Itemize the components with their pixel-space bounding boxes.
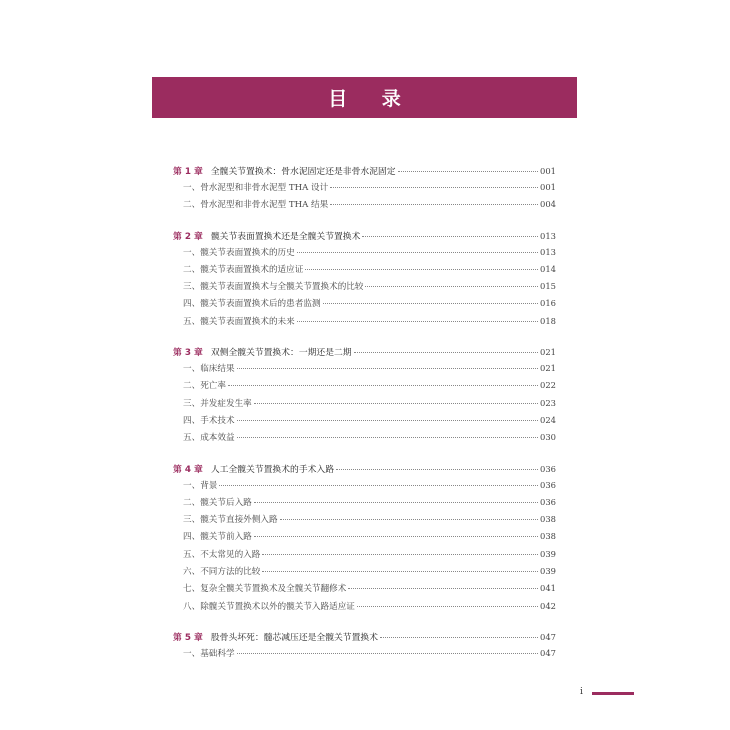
dot-leader bbox=[262, 554, 538, 555]
section-title: 二、死亡率 bbox=[183, 381, 226, 392]
chapter-entry[interactable] bbox=[173, 462, 556, 479]
section-title: 四、髋关节表面置换术后的患者监测 bbox=[183, 299, 321, 310]
dot-leader bbox=[330, 204, 538, 205]
dot-leader bbox=[237, 420, 538, 421]
dot-leader bbox=[362, 236, 538, 237]
dot-leader bbox=[254, 403, 538, 404]
chapter-entry[interactable] bbox=[173, 164, 556, 181]
section-title: 一、骨水泥型和非骨水泥型 THA 设计 bbox=[183, 183, 329, 193]
section-title: 一、髋关节表面置换术的历史 bbox=[183, 247, 295, 258]
toc-title-banner bbox=[152, 77, 577, 118]
section-entry[interactable] bbox=[173, 379, 556, 396]
dot-leader bbox=[237, 368, 538, 369]
section-entry[interactable] bbox=[173, 280, 556, 297]
section-title: 三、髋关节表面置换术与全髋关节置换术的比较 bbox=[183, 282, 364, 293]
section-title: 五、不太常见的入路 bbox=[183, 549, 261, 560]
section-title: 二、髋关节表面置换术的适应证 bbox=[183, 264, 304, 275]
chapter-title: 双侧全髋关节置换术：一期还是二期 bbox=[210, 348, 352, 359]
dot-leader bbox=[297, 321, 538, 322]
section-page-number: 021 bbox=[540, 363, 556, 374]
section-page-number: 018 bbox=[540, 315, 556, 326]
dot-leader bbox=[237, 437, 538, 438]
chapter-number: 第 5 章 bbox=[173, 632, 203, 643]
section-page-number: 039 bbox=[540, 548, 556, 559]
section-entry[interactable] bbox=[173, 548, 556, 565]
section-title: 二、髋关节后入路 bbox=[183, 497, 252, 508]
dot-leader bbox=[297, 252, 538, 253]
section-page-number: 036 bbox=[540, 479, 556, 490]
section-title: 三、并发症发生率 bbox=[183, 398, 252, 409]
chapter-block bbox=[173, 345, 556, 448]
section-entry[interactable] bbox=[173, 530, 556, 547]
dot-leader bbox=[357, 606, 538, 607]
dot-leader bbox=[323, 303, 538, 304]
section-entry[interactable] bbox=[173, 647, 556, 664]
dot-leader bbox=[330, 187, 538, 188]
section-title: 一、基础科学 bbox=[183, 648, 235, 659]
chapter-number: 第 4 章 bbox=[173, 464, 203, 475]
chapter-page-number: 047 bbox=[540, 631, 556, 642]
section-entry[interactable] bbox=[173, 431, 556, 448]
section-page-number: 039 bbox=[540, 566, 556, 577]
dot-leader bbox=[219, 485, 538, 486]
folio-accent-bar bbox=[592, 692, 634, 695]
section-page-number: 022 bbox=[540, 380, 556, 391]
section-page-number: 030 bbox=[540, 432, 556, 443]
section-page-number: 023 bbox=[540, 397, 556, 408]
chapter-entry[interactable] bbox=[173, 345, 556, 362]
dot-leader bbox=[354, 352, 538, 353]
section-entry[interactable] bbox=[173, 600, 556, 617]
section-entry[interactable] bbox=[173, 414, 556, 431]
dot-leader bbox=[365, 286, 538, 287]
table-of-contents bbox=[173, 164, 556, 677]
section-page-number: 036 bbox=[540, 496, 556, 507]
dot-leader bbox=[254, 502, 538, 503]
section-title: 七、复杂全髋关节置换术及全髋关节翻修术 bbox=[183, 584, 347, 595]
chapter-title: 全髋关节置换术：骨水泥固定还是非骨水泥固定 bbox=[210, 167, 396, 177]
section-page-number: 038 bbox=[540, 514, 556, 525]
chapter-entry[interactable] bbox=[173, 229, 556, 246]
dot-leader bbox=[305, 269, 538, 270]
section-title: 一、临床结果 bbox=[183, 364, 235, 375]
section-title: 二、骨水泥型和非骨水泥型 THA 结果 bbox=[183, 200, 329, 211]
chapter-page-number: 013 bbox=[540, 230, 556, 241]
section-entry[interactable] bbox=[173, 198, 556, 215]
section-title: 五、成本效益 bbox=[183, 433, 235, 444]
section-entry[interactable] bbox=[173, 315, 556, 332]
section-entry[interactable] bbox=[173, 565, 556, 582]
chapter-page-number: 036 bbox=[540, 463, 556, 474]
chapter-number: 第 2 章 bbox=[173, 231, 203, 242]
chapter-block bbox=[173, 229, 556, 332]
section-entry[interactable] bbox=[173, 181, 556, 198]
section-entry[interactable] bbox=[173, 246, 556, 263]
section-page-number: 001 bbox=[540, 182, 556, 192]
section-title: 一、背景 bbox=[183, 480, 218, 491]
chapter-page-number: 021 bbox=[540, 347, 556, 358]
dot-leader bbox=[398, 171, 538, 172]
page-title: 目 录 bbox=[328, 88, 415, 110]
dot-leader bbox=[228, 385, 538, 386]
dot-leader bbox=[237, 653, 538, 654]
section-entry[interactable] bbox=[173, 513, 556, 530]
section-title: 六、不同方法的比较 bbox=[183, 567, 261, 578]
chapter-entry[interactable] bbox=[173, 630, 556, 647]
section-entry[interactable] bbox=[173, 397, 556, 414]
section-entry[interactable] bbox=[173, 362, 556, 379]
chapter-number: 第 1 章 bbox=[173, 167, 203, 177]
chapter-page-number: 001 bbox=[540, 166, 556, 176]
section-page-number: 024 bbox=[540, 414, 556, 425]
dot-leader bbox=[262, 571, 538, 572]
dot-leader bbox=[380, 637, 538, 638]
chapter-number: 第 3 章 bbox=[173, 348, 203, 359]
chapter-block bbox=[173, 462, 556, 617]
section-page-number: 041 bbox=[540, 583, 556, 594]
chapter-title: 股骨头坏死：髓芯减压还是全髋关节置换术 bbox=[210, 632, 378, 643]
section-entry[interactable] bbox=[173, 582, 556, 599]
section-page-number: 047 bbox=[540, 647, 556, 658]
chapter-title: 髋关节表面置换术还是全髋关节置换术 bbox=[210, 231, 361, 242]
chapter-block bbox=[173, 164, 556, 216]
section-page-number: 014 bbox=[540, 263, 556, 274]
section-page-number: 042 bbox=[540, 600, 556, 611]
section-page-number: 015 bbox=[540, 281, 556, 292]
dot-leader bbox=[348, 588, 538, 589]
dot-leader bbox=[336, 469, 538, 470]
section-page-number: 004 bbox=[540, 199, 556, 210]
section-page-number: 038 bbox=[540, 531, 556, 542]
dot-leader bbox=[254, 536, 538, 537]
section-page-number: 016 bbox=[540, 298, 556, 309]
section-title: 五、髋关节表面置换术的未来 bbox=[183, 316, 295, 327]
section-entry[interactable] bbox=[173, 297, 556, 314]
section-title: 四、手术技术 bbox=[183, 415, 235, 426]
section-entry[interactable] bbox=[173, 263, 556, 280]
dot-leader bbox=[280, 519, 538, 520]
chapter-block bbox=[173, 630, 556, 664]
chapter-title: 人工全髋关节置换术的手术入路 bbox=[210, 464, 335, 475]
page-folio: i bbox=[580, 687, 583, 697]
section-entry[interactable] bbox=[173, 496, 556, 513]
section-title: 八、除髋关节置换术以外的髋关节入路适应证 bbox=[183, 601, 355, 612]
section-page-number: 013 bbox=[540, 246, 556, 257]
section-title: 三、髋关节直接外侧入路 bbox=[183, 515, 278, 526]
section-title: 四、髋关节前入路 bbox=[183, 532, 252, 543]
section-entry[interactable] bbox=[173, 479, 556, 496]
